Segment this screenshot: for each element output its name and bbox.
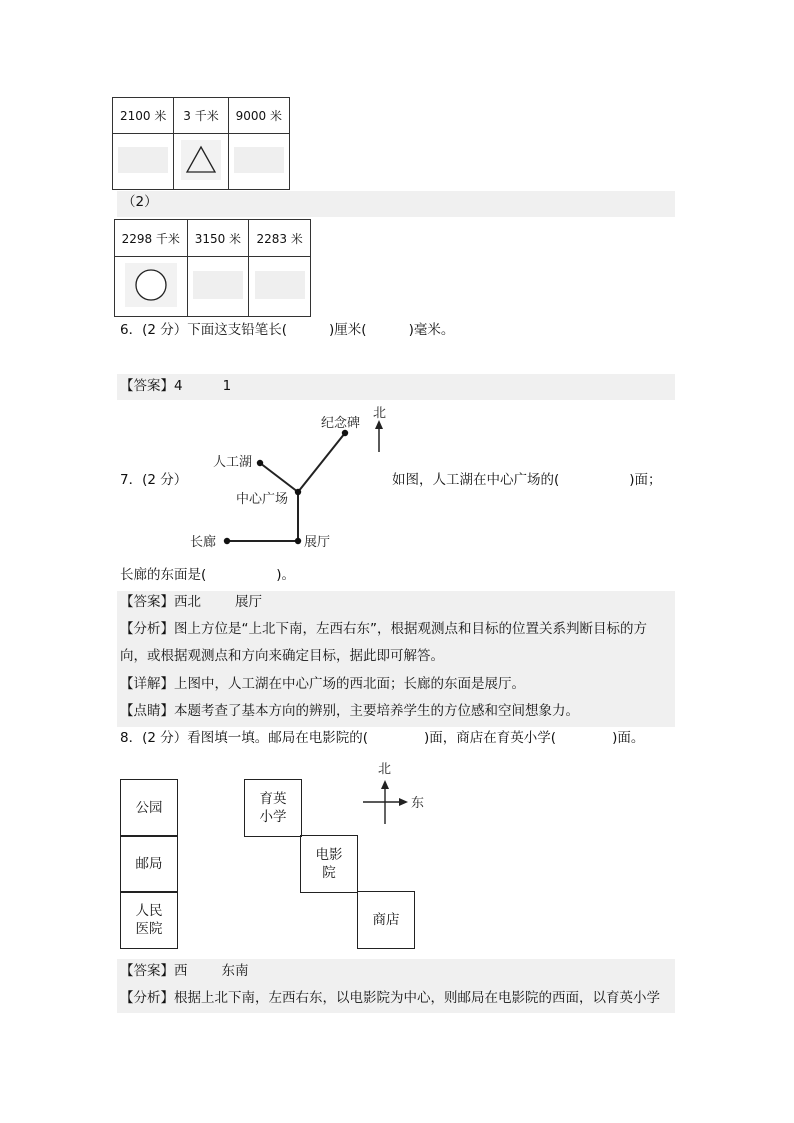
q6-text-a: 6．(2 分）下面这支铅笔长(: [120, 322, 288, 338]
question-8: [120, 725, 644, 751]
hospital-label-1: 人民: [135, 903, 163, 919]
table2-cell-3: [249, 257, 311, 317]
hospital-label-2: 医院: [135, 921, 163, 937]
q7-detail-text: 上图中，人工湖在中心广场的西北面；长廊的东面是展厅。: [174, 676, 525, 692]
q7-line2-a: 长廊的东面是(: [120, 567, 207, 583]
q6-text-c: )毫米。: [408, 322, 455, 338]
length-table-2: [114, 219, 311, 317]
school-label-2: 小学: [259, 809, 287, 825]
q8-answer-1: 西: [174, 963, 188, 979]
q7-text-right-b: )面；: [629, 472, 662, 488]
q6-answer: [120, 373, 231, 399]
q6-answer-1: 4: [174, 378, 183, 394]
table2-cell-1: [115, 257, 188, 317]
table1-header-3: 9000 米: [228, 98, 289, 134]
answer-label: 【答案】: [120, 378, 174, 394]
q7-answer: [120, 589, 262, 615]
direction-diagram: [190, 400, 400, 555]
q8-text-c: )面。: [612, 730, 645, 746]
school-box: [244, 779, 302, 837]
table1-cell-3: [228, 134, 289, 190]
monument-label: 纪念碑: [321, 416, 361, 431]
compass: [355, 758, 435, 830]
table2-header-3: 2283 米: [249, 220, 311, 257]
center-label: 中心广场: [236, 492, 289, 507]
sub-question-bar: [117, 191, 675, 217]
q7-text-right: [392, 467, 662, 493]
table2-header-1: 2298 千米: [115, 220, 188, 257]
park-label: 公园: [135, 800, 163, 816]
q7-analysis-1: [120, 616, 647, 642]
q8-text-b: )面，商店在育英小学(: [424, 730, 557, 746]
cinema-box: [300, 835, 358, 893]
length-table-1: [112, 97, 290, 190]
circle-shape: [125, 263, 177, 307]
shop-box: [357, 891, 415, 949]
corridor-point: [224, 538, 230, 544]
q7-analysis-2: 向，或根据观测点和方向来确定目标，据此即可解答。: [120, 648, 444, 664]
sub-question-label: （2）: [122, 194, 158, 210]
blank-box: [118, 147, 168, 173]
q8-analysis: [120, 985, 660, 1011]
table2-header-2: 3150 米: [187, 220, 249, 257]
lake-point: [257, 460, 263, 466]
q6-answer-2: 1: [222, 378, 232, 394]
q7-comment: [120, 698, 579, 724]
table1-cell-1: [113, 134, 174, 190]
shop-label: 商店: [372, 912, 400, 928]
blank-box: [255, 271, 305, 299]
q8-analysis-text: 根据上北下南，左西右东，以电影院为中心，则邮局在电影院的西面，以育英小学: [174, 990, 660, 1006]
cinema-label-1: 电影: [315, 847, 343, 863]
hall-point: [295, 538, 301, 544]
north-label: 北: [378, 762, 392, 777]
park-box: [120, 779, 178, 837]
table1-header-1: 2100 米: [113, 98, 174, 134]
north-label: 北: [373, 406, 387, 421]
lake-label: 人工湖: [213, 455, 253, 470]
q7-analysis-text-1: 图上方位是“上北下南，左西右东”，根据观测点和目标的位置关系判断目标的方: [174, 621, 647, 637]
hall-label: 展厅: [304, 535, 331, 550]
post-office-box: [120, 835, 178, 893]
answer-label: 【答案】: [120, 594, 174, 610]
q7-comment-text: 本题考查了基本方向的辨别，主要培养学生的方位感和空间想象力。: [174, 703, 579, 719]
blank-box: [193, 271, 243, 299]
post-office-label: 邮局: [135, 856, 163, 872]
q7-line2: [120, 562, 295, 588]
table1-header-2: 3 千米: [174, 98, 228, 134]
east-label: 东: [411, 796, 425, 811]
q6-text-b: )厘米(: [329, 322, 367, 338]
q7-line2-b: )。: [276, 567, 296, 583]
answer-label: 【答案】: [120, 963, 174, 979]
q8-answer-2: 东南: [221, 963, 249, 979]
q8-answer: [120, 958, 249, 984]
analysis-label: 【分析】: [120, 990, 174, 1006]
q7-detail: [120, 671, 525, 697]
blank-box: [234, 147, 284, 173]
q8-text-a: 8．(2 分）看图填一填。邮局在电影院的(: [120, 730, 369, 746]
analysis-label: 【分析】: [120, 621, 174, 637]
q7-text-right-a: 如图，人工湖在中心广场的(: [392, 472, 560, 488]
q7-answer-2: 展厅: [235, 594, 262, 610]
q7-answer-1: 西北: [174, 594, 201, 610]
detail-label: 【详解】: [120, 676, 174, 692]
cinema-label-2: 院: [322, 865, 336, 881]
hospital-box: [120, 891, 178, 949]
table1-cell-2: [174, 134, 228, 190]
triangle-shape: [181, 140, 221, 180]
school-label-1: 育英: [259, 791, 287, 807]
center-point: [295, 489, 301, 495]
q7-prefix: 7．(2 分）: [120, 472, 188, 488]
table2-cell-2: [187, 257, 249, 317]
corridor-label: 长廊: [190, 535, 217, 550]
question-6: [120, 317, 454, 343]
comment-label: 【点睛】: [120, 703, 174, 719]
